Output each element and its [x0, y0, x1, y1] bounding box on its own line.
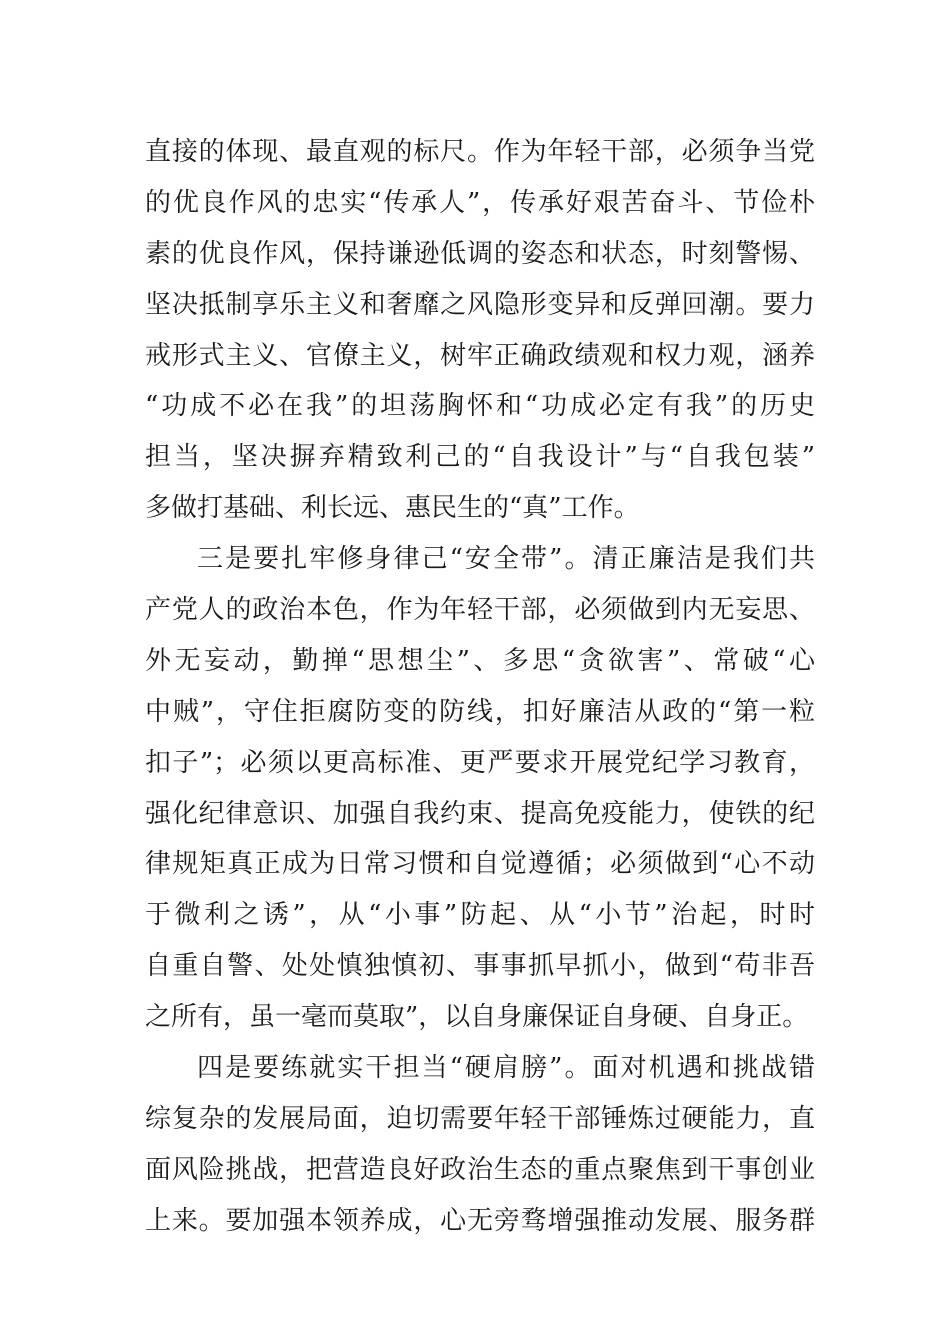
body-text-line: 面风险挑战，把营造良好政治生态的重点聚焦到干事创业 — [145, 1154, 815, 1185]
body-text-line: 素的优良作风，保持谦逊低调的姿态和状态，时刻警惕、 — [145, 238, 815, 269]
body-text-line: “功成不必在我”的坦荡胸怀和“功成必定有我”的历史 — [145, 391, 815, 422]
body-text-line: 多做打基础、利长远、惠民生的“真”工作。 — [145, 493, 640, 524]
body-text-line: 中贼”，守住拒腐防变的防线，扣好廉洁从政的“第一粒 — [145, 696, 815, 727]
body-text-line: 律规矩真正成为日常习惯和自觉遵循；必须做到“心不动 — [145, 849, 815, 880]
body-text-line: 自重自警、处处慎独慎初、事事抓早抓小，做到“苟非吾 — [145, 951, 815, 982]
body-text-line: 外无妄动，勤掸“思想尘”、多思“贪欲害”、常破“心 — [145, 645, 815, 676]
body-text-line: 担当，坚决摒弃精致利己的“自我设计”与“自我包装” — [145, 442, 815, 473]
paragraph-first-line: 四是要练就实干担当“硬肩膀”。面对机遇和挑战错 — [197, 1053, 815, 1084]
body-text-line: 的优良作风的忠实“传承人”，传承好艰苦奋斗、节俭朴 — [145, 187, 815, 218]
body-text-line: 综复杂的发展局面，迫切需要年轻干部锤炼过硬能力，直 — [145, 1103, 815, 1134]
paragraph-first-line: 三是要扎牢修身律己“安全带”。清正廉洁是我们共 — [197, 544, 815, 575]
body-text-line: 上来。要加强本领养成，心无旁骛增强推动发展、服务群 — [145, 1205, 815, 1236]
body-text-line: 于微利之诱”，从“小事”防起、从“小节”治起，时时 — [145, 900, 815, 931]
body-text-line: 直接的体现、最直观的标尺。作为年轻干部，必须争当党 — [145, 137, 815, 167]
document-body — [145, 127, 815, 1247]
body-text-line: 扣子”；必须以更高标准、更严要求开展党纪学习教育， — [145, 747, 815, 778]
body-text-line: 戒形式主义、官僚主义，树牢正确政绩观和权力观，涵养 — [145, 340, 815, 371]
body-text-line: 坚决抵制享乐主义和奢靡之风隐形变异和反弹回潮。要力 — [145, 289, 815, 320]
body-text-line: 强化纪律意识、加强自我约束、提高免疫能力，使铁的纪 — [145, 798, 815, 829]
body-text-line: 之所有，虽一毫而莫取”，以自身廉保证自身硬、自身正。 — [145, 1002, 809, 1033]
body-text-line: 产党人的政治本色，作为年轻干部，必须做到内无妄思、 — [145, 595, 815, 626]
